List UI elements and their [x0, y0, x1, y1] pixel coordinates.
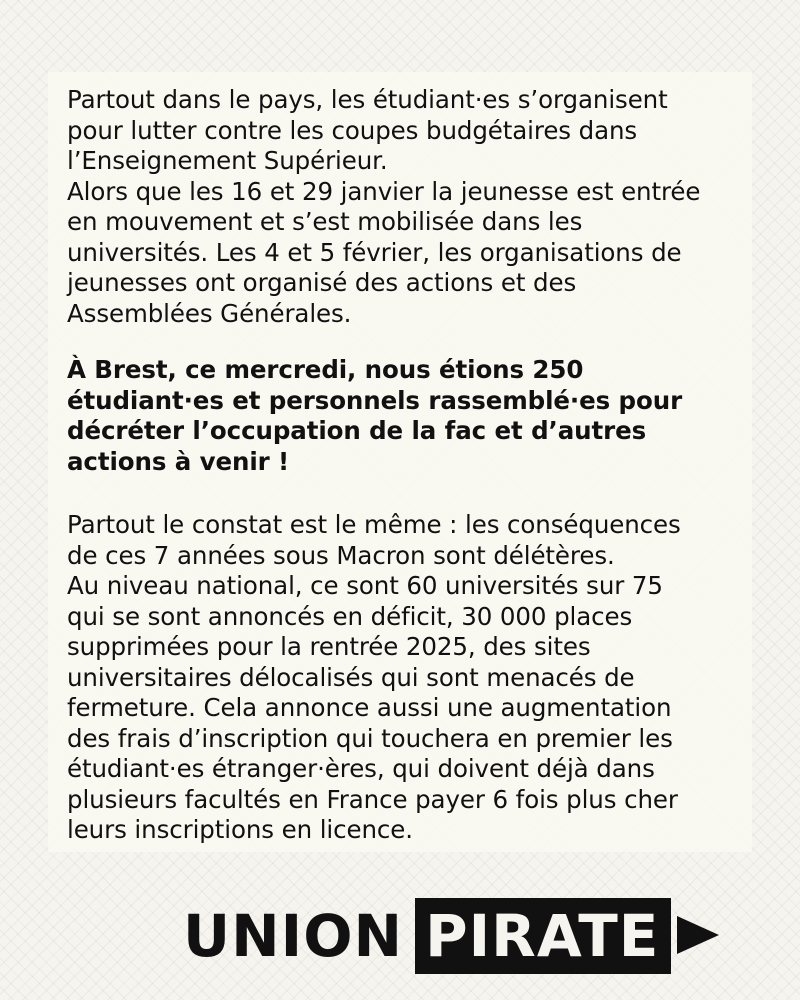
union-pirate-logo — [183, 898, 671, 974]
intro-paragraph-block — [67, 85, 747, 329]
context-paragraph: Partout le constat est le même : les conséquences de ces 7 années sous Macron sont délétères. Au niveau national, ce sont 60 universités sur 75 qui se sont annoncés en déficit, 30 000 places supprimées pour la rentrée 2025, des sites universitaires délocalisés qui sont menacés de fermeture. Cela annonce aussi une augmentation des frais d’inscription qui touchera en premier les étudiant·es étranger·ères, qui doivent déjà dans plusieurs facultés en France payer 6 fois plus cher leurs inscriptions en licence. — [67, 510, 681, 844]
highlight-paragraph: À Brest, ce mercredi, nous étions 250 étudiant·es et personnels rassemblé·es pour décréter l’occupation de la fac et d’autres actions à venir ! — [67, 355, 683, 476]
logo-word-pirate: PIRATE — [425, 902, 660, 970]
play-arrow-icon[interactable] — [677, 916, 719, 954]
logo-pirate-box — [415, 898, 671, 974]
highlight-paragraph-block — [67, 355, 747, 477]
context-paragraph-block — [67, 510, 747, 846]
intro-paragraph: Partout dans le pays, les étudiant·es s’organisent pour lutter contre les coupes budgétaires dans l’Enseignement Supérieur. Alors que les 16 et 29 janvier la jeunesse est entrée en mouvement et s’est mobilisée dans les universités. Les 4 et 5 février, les organisations de jeunesses ont organisé des actions et des Assemblées Générales. — [67, 85, 701, 328]
logo-word-union: UNION — [183, 902, 404, 970]
